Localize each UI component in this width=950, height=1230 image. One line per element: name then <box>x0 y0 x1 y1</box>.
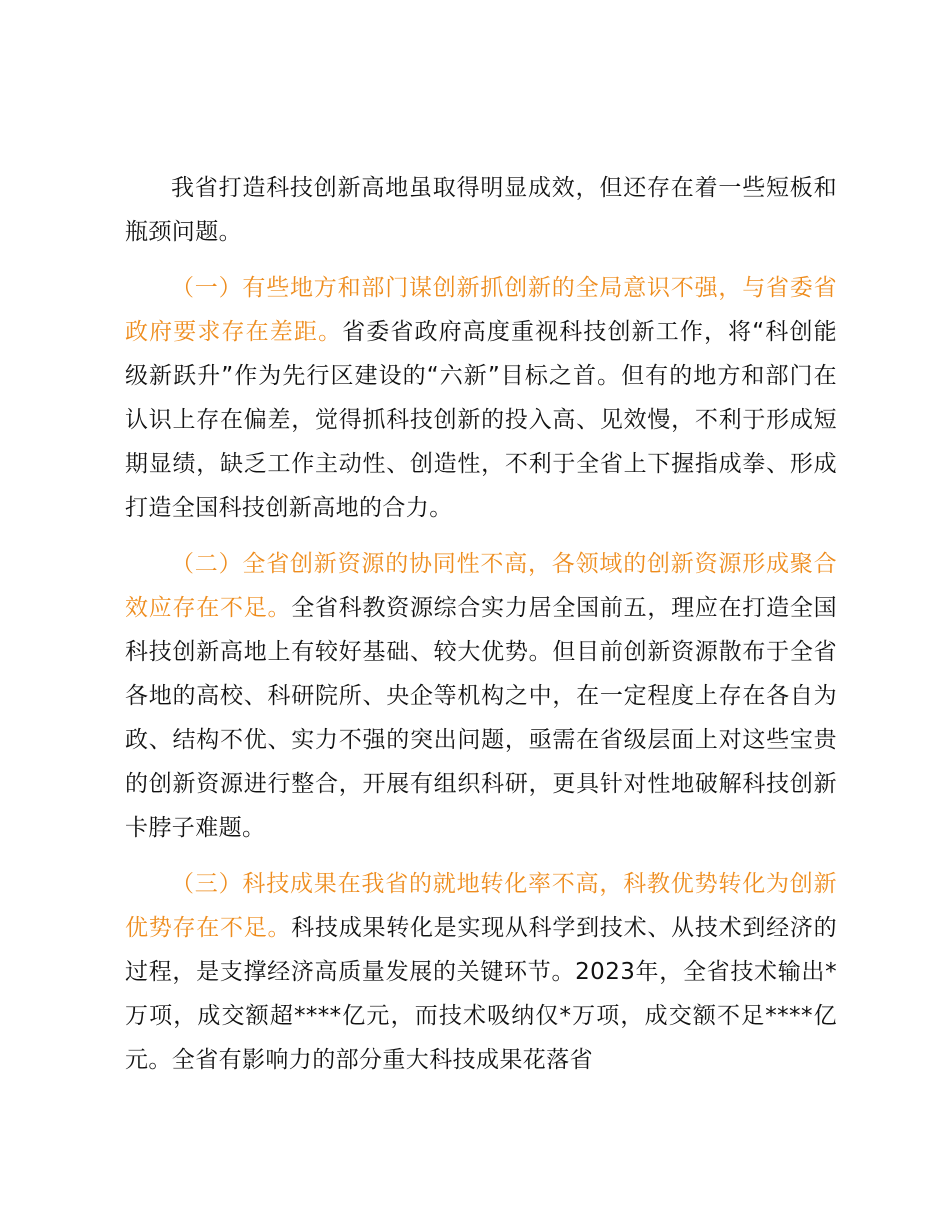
section-1-paragraph <box>125 266 837 530</box>
section-3-heading: （三）科技成果在我省的就地转化率不高，科教优势转化为创新优势存在不足。 <box>125 871 837 941</box>
section-3-text: 科技成果转化是实现从科学到技术、从技术到经济的过程，是支撑经济高质量发展的关键环节。2023年，全省技术输出*万项，成交额超****亿元，而技术吸纳仅*万项，成交额不足****亿元。全省有影响力的部分重大科技成果花落省 <box>125 915 837 1073</box>
document-body <box>125 166 837 1094</box>
section-3-paragraph <box>125 862 837 1082</box>
section-2-text: 全省科教资源综合实力居全国前五，理应在打造全国科技创新高地上有较好基础、较大优势。但目前创新资源散布于全省各地的高校、科研院所、央企等机构之中，在一定程度上存在各自为政、结构不优、实力不强的突出问题，亟需在省级层面上对这些宝贵的创新资源进行整合，开展有组织科研，更具针对性地破解科技创新卡脖子难题。 <box>125 595 837 841</box>
section-1-text: 省委省政府高度重视科技创新工作，将“科创能级新跃升”作为先行区建设的“六新”目标之首。但有的地方和部门在认识上存在偏差，觉得抓科技创新的投入高、见效慢，不利于形成短期显绩，缺乏工作主动性、创造性，不利于全省上下握指成拳、形成打造全国科技创新高地的合力。 <box>125 319 837 521</box>
section-1-heading: （一）有些地方和部门谋创新抓创新的全局意识不强，与省委省政府要求存在差距。 <box>125 275 837 345</box>
intro-paragraph <box>125 166 837 254</box>
section-2-paragraph <box>125 542 837 850</box>
section-2-heading: （二）全省创新资源的协同性不高，各领域的创新资源形成聚合效应存在不足。 <box>125 551 837 621</box>
intro-text: 我省打造科技创新高地虽取得明显成效，但还存在着一些短板和瓶颈问题。 <box>125 175 837 245</box>
